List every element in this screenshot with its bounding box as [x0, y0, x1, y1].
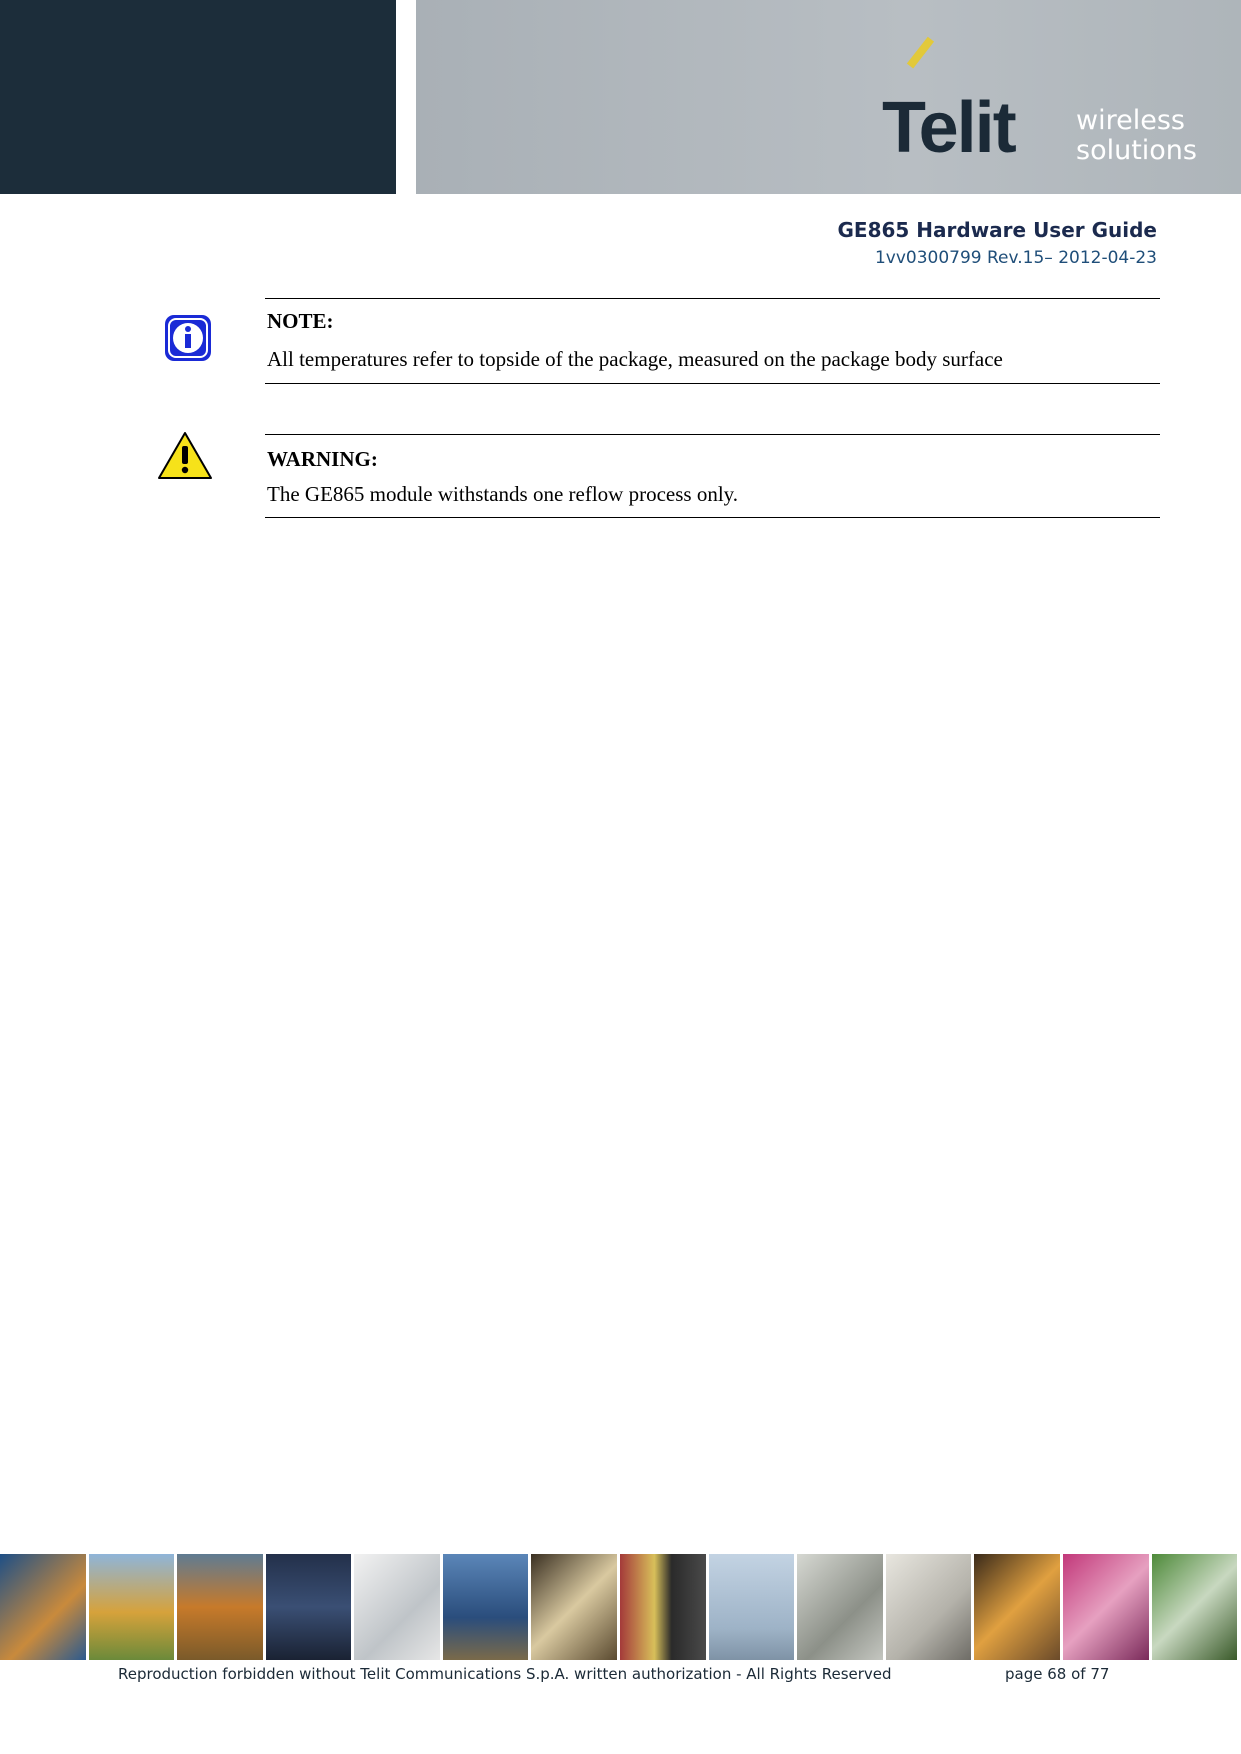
footer-photo	[797, 1554, 883, 1660]
footer-copyright: Reproduction forbidden without Telit Communications S.p.A. written authorization - All Rights Reserved	[118, 1665, 892, 1683]
warning-text: The GE865 module withstands one reflow process only.	[267, 482, 739, 506]
info-icon	[163, 313, 213, 363]
page-number: page 68 of 77	[1005, 1665, 1110, 1683]
warning-callout	[265, 434, 1160, 518]
footer-photo	[89, 1554, 175, 1660]
footer-photo	[177, 1554, 263, 1660]
logo-wordmark: Telit	[882, 88, 1015, 168]
note-heading: NOTE:	[267, 309, 334, 333]
document-revision: 1vv0300799 Rev.15– 2012-04-23	[874, 248, 1157, 268]
footer-photo	[531, 1554, 617, 1660]
header-banner-dark	[0, 0, 396, 194]
footer-photo	[620, 1554, 706, 1660]
footer-photo	[354, 1554, 440, 1660]
warning-icon	[156, 430, 214, 482]
footer-photo	[1152, 1554, 1238, 1660]
footer-photo-strip	[0, 1554, 1237, 1660]
footer-photo	[886, 1554, 972, 1660]
logo-tagline-line-1: wireless	[1076, 105, 1185, 136]
document-title: GE865 Hardware User Guide	[837, 218, 1157, 242]
note-callout	[265, 298, 1160, 384]
footer-photo	[709, 1554, 795, 1660]
footer-photo	[443, 1554, 529, 1660]
warning-heading: WARNING:	[267, 447, 378, 471]
logo-tagline-line-2: solutions	[1076, 135, 1197, 166]
footer-photo	[974, 1554, 1060, 1660]
telit-logo	[882, 62, 1212, 172]
footer-photo	[1063, 1554, 1149, 1660]
note-text: All temperatures refer to topside of the package, measured on the package body surface	[267, 347, 1003, 371]
footer-photo	[0, 1554, 86, 1660]
logo-tagline	[1076, 106, 1197, 166]
footer-photo	[266, 1554, 352, 1660]
